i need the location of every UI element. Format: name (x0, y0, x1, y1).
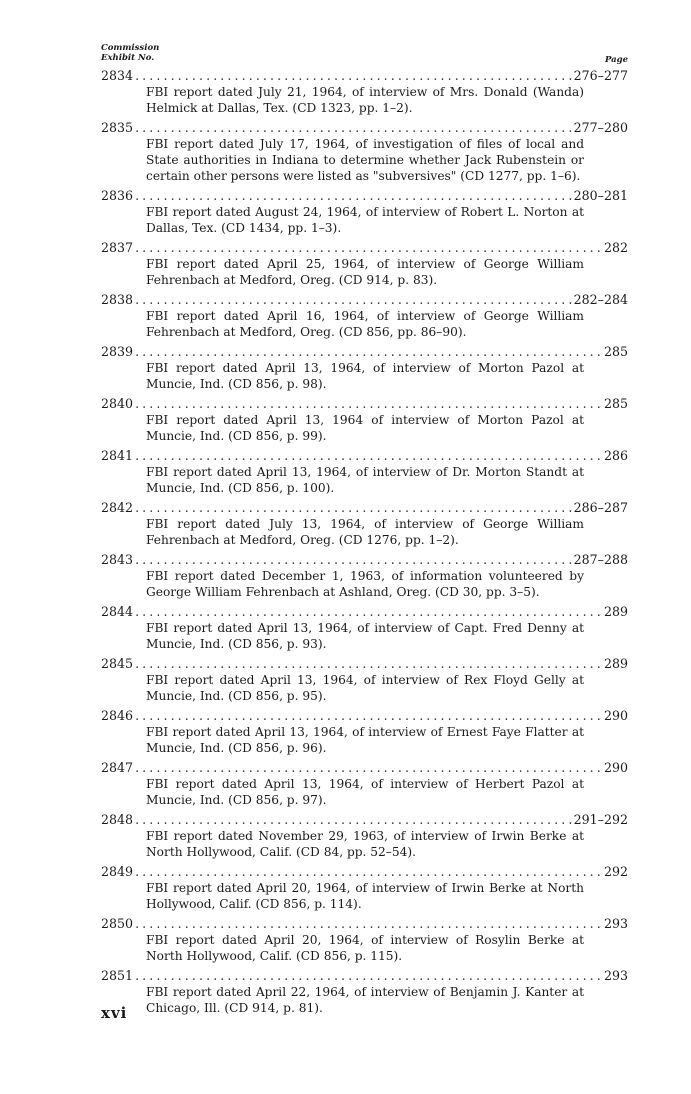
dot-leader (135, 604, 602, 620)
entry-heading-line (101, 864, 628, 880)
exhibit-number: 2847 (101, 760, 134, 775)
entry-heading-line (101, 552, 628, 568)
dot-leader (135, 188, 572, 204)
exhibit-heading-line2: Exhibit No. (101, 52, 155, 63)
exhibit-entry (101, 812, 628, 860)
page-range: 277–280 (573, 120, 628, 135)
page-range: 285 (603, 396, 628, 411)
exhibit-number: 2850 (101, 916, 134, 931)
exhibit-number: 2849 (101, 864, 134, 879)
exhibit-number: 2838 (101, 292, 134, 307)
exhibit-description: FBI report dated April 22, 1964, of interview of Benjamin J. Kanter at Chicago, Ill. (CD 914, p. 81). (146, 985, 584, 1015)
exhibit-entry (101, 604, 628, 652)
entry-heading-line (101, 656, 628, 672)
exhibit-number: 2836 (101, 188, 134, 203)
page-range: 286–287 (573, 500, 628, 515)
exhibit-entry (101, 292, 628, 340)
page-range: 280–281 (573, 188, 628, 203)
page-range: 290 (603, 760, 628, 775)
exhibit-description: FBI report dated August 24, 1964, of interview of Robert L. Norton at Dallas, Tex. (CD 1434, pp. 1–3). (146, 205, 584, 235)
exhibit-column-heading (101, 44, 159, 63)
exhibit-entry (101, 344, 628, 392)
exhibit-entry (101, 968, 628, 1016)
exhibit-entry (101, 240, 628, 288)
exhibit-description: FBI report dated April 13, 1964, of interview of Herbert Pazol at Muncie, Ind. (CD 856, p. 97). (146, 777, 584, 807)
exhibit-entry (101, 396, 628, 444)
dot-leader (135, 396, 602, 412)
exhibit-number: 2834 (101, 68, 134, 83)
exhibit-entry (101, 120, 628, 184)
document-page (101, 44, 628, 1020)
entry-heading-line (101, 292, 628, 308)
entry-heading-line (101, 448, 628, 464)
exhibit-number: 2844 (101, 604, 134, 619)
entry-heading-line (101, 604, 628, 620)
exhibit-entry (101, 68, 628, 116)
exhibit-number: 2848 (101, 812, 134, 827)
exhibit-description: FBI report dated April 13, 1964, of interview of Capt. Fred Denny at Muncie, Ind. (CD 856, p. 93). (146, 621, 584, 651)
entry-heading-line (101, 68, 628, 84)
dot-leader (135, 916, 602, 932)
entry-heading-line (101, 120, 628, 136)
exhibit-description: FBI report dated April 16, 1964, of interview of George William Fehrenbach at Medford, Oreg. (CD 856, pp. 86–90). (146, 309, 584, 339)
dot-leader (135, 344, 602, 360)
entry-heading-line (101, 968, 628, 984)
page-range: 286 (603, 448, 628, 463)
entry-heading-line (101, 188, 628, 204)
exhibit-description: FBI report dated April 13, 1964, of interview of Morton Pazol at Muncie, Ind. (CD 856, p. 98). (146, 361, 584, 391)
page-range: 285 (603, 344, 628, 359)
dot-leader (135, 812, 572, 828)
exhibit-entry (101, 760, 628, 808)
page-range: 276–277 (573, 68, 628, 83)
exhibit-number: 2837 (101, 240, 134, 255)
dot-leader (135, 708, 602, 724)
exhibit-number: 2851 (101, 968, 134, 983)
exhibit-entry (101, 500, 628, 548)
page-range: 282 (603, 240, 628, 255)
exhibit-number: 2841 (101, 448, 134, 463)
exhibit-entry (101, 916, 628, 964)
exhibit-list (101, 68, 628, 1016)
exhibit-description: FBI report dated April 13, 1964, of interview of Ernest Faye Flatter at Muncie, Ind. (CD 856, p. 96). (146, 725, 584, 755)
dot-leader (135, 448, 602, 464)
exhibit-description: FBI report dated April 20, 1964, of interview of Irwin Berke at North Hollywood, Calif. (CD 856, p. 114). (146, 881, 584, 911)
page-range: 293 (603, 916, 628, 931)
exhibit-number: 2843 (101, 552, 134, 567)
page-range: 290 (603, 708, 628, 723)
entry-heading-line (101, 240, 628, 256)
exhibit-description: FBI report dated December 1, 1963, of information volunteered by George William Fehrenbach at Ashland, Oreg. (CD 30, pp. 3–5). (146, 569, 584, 599)
page-number: xvi (101, 1004, 128, 1022)
dot-leader (135, 864, 602, 880)
dot-leader (135, 240, 602, 256)
exhibit-entry (101, 708, 628, 756)
dot-leader (135, 968, 602, 984)
exhibit-entry (101, 448, 628, 496)
exhibit-description: FBI report dated November 29, 1963, of interview of Irwin Berke at North Hollywood, Calif. (CD 84, pp. 52–54). (146, 829, 584, 859)
entry-heading-line (101, 344, 628, 360)
exhibit-entry (101, 656, 628, 704)
page-range: 292 (603, 864, 628, 879)
dot-leader (135, 552, 572, 568)
entry-heading-line (101, 500, 628, 516)
exhibit-number: 2839 (101, 344, 134, 359)
entry-heading-line (101, 916, 628, 932)
exhibit-description: FBI report dated April 25, 1964, of interview of George William Fehrenbach at Medford, Oreg. (CD 914, p. 83). (146, 257, 584, 287)
page-range: 289 (603, 656, 628, 671)
exhibit-number: 2835 (101, 120, 134, 135)
dot-leader (135, 120, 572, 136)
dot-leader (135, 68, 572, 84)
exhibit-description: FBI report dated April 20, 1964, of interview of Rosylin Berke at North Hollywood, Calif. (CD 856, p. 115). (146, 933, 584, 963)
exhibit-description: FBI report dated April 13, 1964 of interview of Morton Pazol at Muncie, Ind. (CD 856, p. 99). (146, 413, 584, 443)
exhibit-entry (101, 864, 628, 912)
exhibit-description: FBI report dated April 13, 1964, of interview of Rex Floyd Gelly at Muncie, Ind. (CD 856, p. 95). (146, 673, 584, 703)
exhibit-description: FBI report dated July 13, 1964, of interview of George William Fehrenbach at Medford, Oreg. (CD 1276, pp. 1–2). (146, 517, 584, 547)
exhibit-description: FBI report dated April 13, 1964, of interview of Dr. Morton Standt at Muncie, Ind. (CD 856, p. 100). (146, 465, 584, 495)
page-range: 282–284 (573, 292, 628, 307)
page-column-heading: Page (604, 55, 628, 65)
dot-leader (135, 292, 572, 308)
exhibit-number: 2845 (101, 656, 134, 671)
page-range: 291–292 (573, 812, 628, 827)
exhibit-entry (101, 188, 628, 236)
exhibit-entry (101, 552, 628, 600)
column-header (101, 44, 628, 68)
page-range: 287–288 (573, 552, 628, 567)
page-range: 289 (603, 604, 628, 619)
entry-heading-line (101, 812, 628, 828)
dot-leader (135, 500, 572, 516)
entry-heading-line (101, 760, 628, 776)
dot-leader (135, 656, 602, 672)
exhibit-heading-line1: Commission (101, 43, 160, 53)
page-range: 293 (603, 968, 628, 983)
entry-heading-line (101, 708, 628, 724)
dot-leader (135, 760, 602, 776)
exhibit-number: 2842 (101, 500, 134, 515)
exhibit-number: 2840 (101, 396, 134, 411)
exhibit-description: FBI report dated July 17, 1964, of investigation of files of local and State authorities in Indiana to determine whether Jack Rubenstein or certain other persons were listed as "subversives" (CD 1277, pp. 1–6). (146, 137, 584, 183)
exhibit-description: FBI report dated July 21, 1964, of interview of Mrs. Donald (Wanda) Helmick at Dallas, Tex. (CD 1323, pp. 1–2). (146, 85, 584, 115)
exhibit-number: 2846 (101, 708, 134, 723)
entry-heading-line (101, 396, 628, 412)
